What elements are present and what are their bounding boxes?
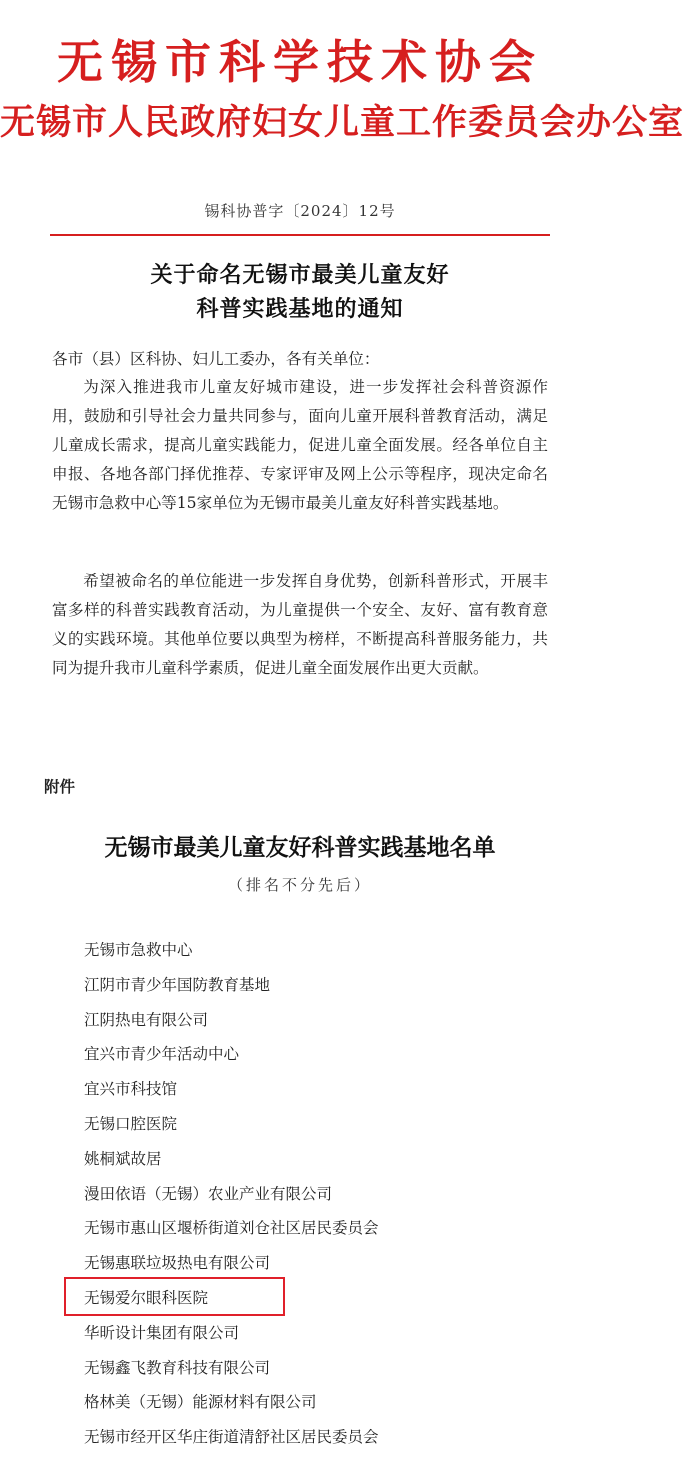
list-item: 无锡市惠山区堰桥街道刘仓社区居民委员会: [84, 1219, 379, 1238]
issuer-title-women-children-committee: 无锡市人民政府妇女儿童工作委员会办公室: [0, 102, 684, 143]
notice-title-line-1: 关于命名无锡市最美儿童友好: [150, 262, 450, 288]
salutation: 各市（县）区科协、妇儿工委办，各有关单位：: [52, 350, 380, 368]
list-item: 无锡市经开区华庄街道清舒社区居民委员会: [84, 1428, 379, 1447]
list-item: 姚桐斌故居: [84, 1149, 162, 1168]
list-item: 无锡惠联垃圾热电有限公司: [84, 1254, 271, 1273]
list-item: 江阴市青少年国防教育基地: [84, 975, 271, 994]
list-item: 无锡鑫飞教育科技有限公司: [84, 1358, 271, 1377]
list-item: 江阴热电有限公司: [84, 1010, 209, 1029]
list-item: 华昕设计集团有限公司: [84, 1323, 240, 1342]
list-subtitle: （排名不分先后）: [227, 876, 372, 894]
list-title: 无锡市最美儿童友好科普实践基地名单: [104, 834, 496, 861]
list-item-highlighted: 无锡爱尔眼科医院: [84, 1289, 209, 1307]
notice-title-line-2: 科普实践基地的通知: [196, 296, 404, 322]
header-red-divider: [50, 234, 550, 236]
body-paragraph-1: 为深入推进我市儿童友好城市建设，进一步发挥社会科普资源作用，鼓励和引导社会力量共同参与，面向儿童开展科普教育活动，满足儿童成长需求，提高儿童实践能力，促进儿童全面发展。经各单位自主申报、各地各部门择优推荐、专家评审及网上公示等程序，现决定命名无锡市急救中心等15家单位为无锡市最美儿童友好科普实践基地。: [52, 378, 548, 512]
issuer-title-science-association: 无锡市科学技术协会: [57, 35, 543, 89]
highlight-box: [64, 1277, 285, 1316]
list-item: 无锡口腔医院: [84, 1115, 178, 1133]
list-item: 漫田依语（无锡）农业产业有限公司: [84, 1184, 333, 1203]
list-item: 格林美（无锡）能源材料有限公司: [84, 1393, 317, 1412]
list-item: 无锡市急救中心: [84, 941, 193, 959]
body-paragraph-2: 希望被命名的单位能进一步发挥自身优势，创新科普形式，开展丰富多样的科普实践教育活动，为儿童提供一个安全、友好、富有教育意义的实践环境。其他单位要以典型为榜样，不断提高科普服务能力，共同为提升我市儿童科学素质，促进儿童全面发展作出更大贡献。: [52, 572, 548, 677]
list-item: 宜兴市青少年活动中心: [84, 1045, 240, 1064]
document-number: 锡科协普字〔2024〕12号: [204, 202, 396, 220]
attachment-label: 附件: [44, 778, 76, 796]
list-item: 宜兴市科技馆: [84, 1080, 178, 1099]
